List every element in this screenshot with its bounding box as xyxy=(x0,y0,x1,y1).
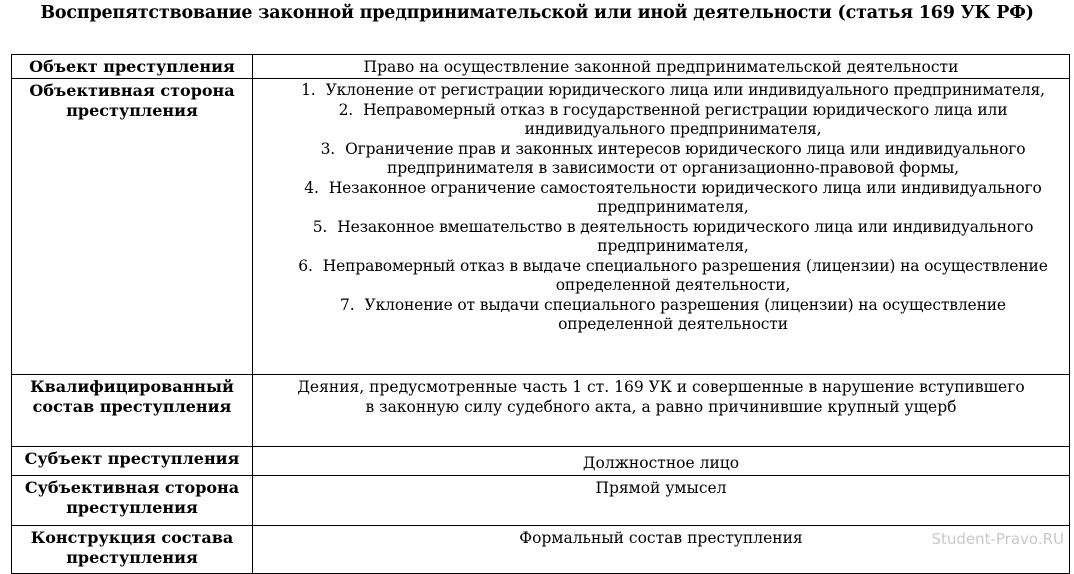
list-item-text: Ограничение прав и законных интересов юридического лица или индивидуального предпринимателя в зависимости от организационно-правовой формы, xyxy=(345,139,1026,177)
list-item-text: Неправомерный отказ в выдаче специального разрешения (лицензии) на осуществление определенной деятельности, xyxy=(322,256,1048,294)
table-row xyxy=(12,375,1070,447)
list-item-number: 1. xyxy=(301,81,316,99)
row-label-objective-side: Объективная сторона преступления xyxy=(12,79,253,375)
list-item-number: 5. xyxy=(312,217,328,236)
list-item xyxy=(283,140,1063,179)
list-item xyxy=(283,101,1063,140)
list-item-text: Уклонение от регистрации юридического лица или индивидуального предпринимателя, xyxy=(325,81,1045,99)
list-item-number: 2. xyxy=(338,100,354,119)
list-item xyxy=(283,218,1063,257)
list-item-text: Уклонение от выдачи специального разрешения (лицензии) на осуществление определенной деятельности xyxy=(364,295,1006,333)
document-title: Воспрепятствование законной предпринимательской или иной деятельности (статья 169 УК РФ) xyxy=(40,3,1034,23)
row-value-subject: Должностное лицо xyxy=(253,447,1070,476)
list-item xyxy=(283,257,1063,296)
row-value-objective-side xyxy=(253,79,1070,375)
list-item-text: Неправомерный отказ в государственной регистрации юридического лица или индивидуального предпринимателя, xyxy=(363,100,1008,138)
objective-side-list xyxy=(283,81,1063,335)
list-item-number: 4. xyxy=(304,178,319,197)
row-label-construction: Конструкция состава преступления xyxy=(12,526,253,574)
list-item xyxy=(283,179,1063,218)
list-item-text: Незаконное вмешательство в деятельность юридического лица или индивидуального предпринимателя, xyxy=(337,217,1034,255)
list-item-text: Незаконное ограничение самостоятельности юридического лица или индивидуального предпринимателя, xyxy=(328,178,1042,216)
list-item-number: 6. xyxy=(298,256,313,275)
table-row xyxy=(12,447,1070,476)
table-row xyxy=(12,79,1070,375)
crime-elements-table xyxy=(11,54,1070,574)
row-label-object: Объект преступления xyxy=(12,55,253,79)
row-value-qualified: Деяния, предусмотренные часть 1 ст. 169 УК и совершенные в нарушение вступившего в законную силу судебного акта, а равно причинившие крупный ущерб xyxy=(253,375,1070,447)
table-row xyxy=(12,476,1070,526)
list-item-number: 7. xyxy=(340,295,355,314)
site-watermark: Student-Pravo.RU xyxy=(931,530,1064,548)
row-value-subjective-side: Прямой умысел xyxy=(253,476,1070,526)
row-value-object: Право на осуществление законной предпринимательской деятельности xyxy=(253,55,1070,79)
row-label-subject: Субъект преступления xyxy=(12,447,253,476)
row-value-construction: Формальный состав преступления xyxy=(253,526,1070,574)
row-label-subjective-side: Субъективная сторона преступления xyxy=(12,476,253,526)
list-item xyxy=(283,296,1063,335)
row-label-qualified: Квалифицированный состав преступления xyxy=(12,375,253,447)
list-item xyxy=(283,81,1063,101)
table-row xyxy=(12,55,1070,79)
table-row xyxy=(12,526,1070,574)
list-item-number: 3. xyxy=(320,139,336,158)
